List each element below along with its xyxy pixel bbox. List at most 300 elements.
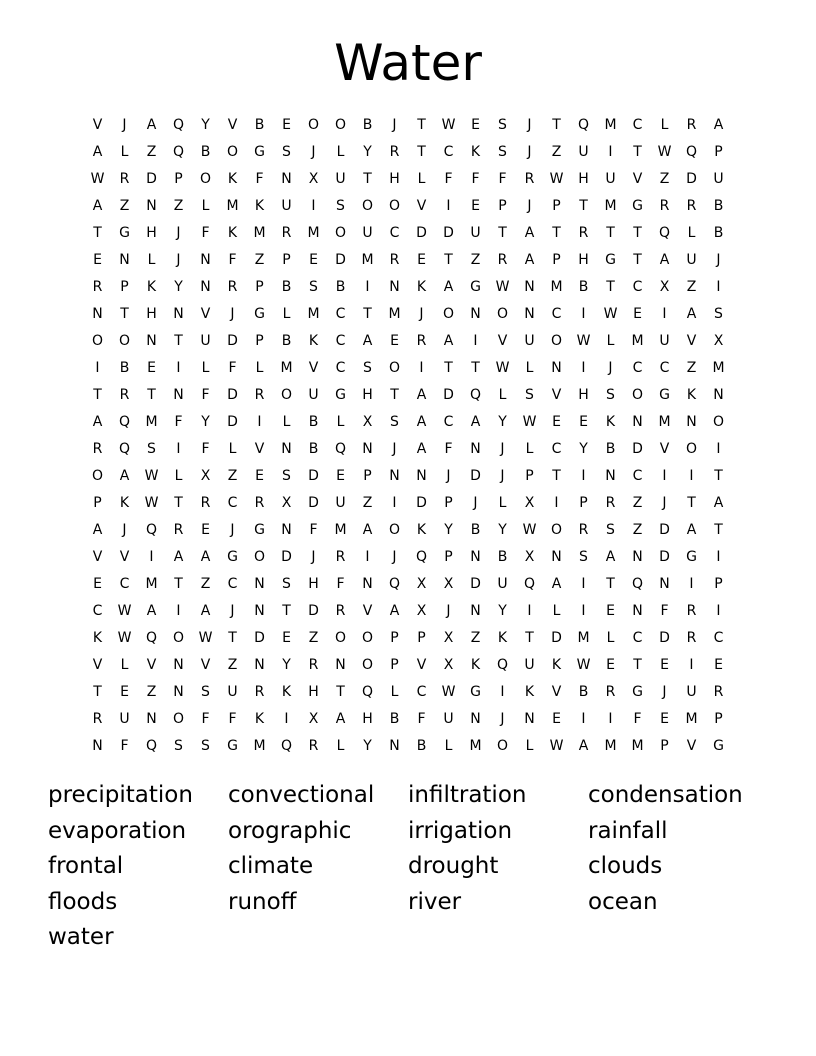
grid-cell: P bbox=[390, 630, 399, 646]
grid-cell: O bbox=[550, 522, 563, 538]
grid-cell: Z bbox=[146, 144, 157, 160]
grid-cell: U bbox=[686, 252, 697, 268]
grid-cell: R bbox=[119, 387, 130, 403]
grid-cell: E bbox=[606, 603, 615, 619]
grid-cell: Z bbox=[470, 252, 481, 268]
grid-cell: K bbox=[524, 684, 535, 700]
grid-cell: N bbox=[146, 198, 157, 214]
grid-cell: R bbox=[119, 171, 130, 187]
grid-cell: T bbox=[282, 603, 291, 619]
grid-cell: O bbox=[631, 387, 644, 403]
grid-cell: O bbox=[91, 468, 104, 484]
grid-cell: W bbox=[549, 738, 564, 754]
grid-cell: V bbox=[416, 198, 427, 214]
grid-cell: O bbox=[199, 171, 212, 187]
grid-cell: R bbox=[308, 738, 319, 754]
grid-cell: T bbox=[93, 387, 102, 403]
grid-cell: Q bbox=[172, 117, 185, 133]
grid-cell: S bbox=[714, 306, 723, 322]
grid-cell: B bbox=[578, 684, 589, 700]
grid-cell: R bbox=[173, 522, 184, 538]
grid-cell: U bbox=[200, 333, 211, 349]
grid-cell: A bbox=[713, 117, 724, 133]
grid-cell: F bbox=[444, 171, 453, 187]
grid-cell: H bbox=[578, 171, 589, 187]
grid-cell: A bbox=[146, 117, 157, 133]
word-list-item: river bbox=[408, 888, 462, 915]
grid-cell: J bbox=[608, 360, 613, 376]
grid-cell: Q bbox=[523, 576, 536, 592]
grid-cell: J bbox=[473, 495, 478, 511]
grid-cell: W bbox=[117, 630, 132, 646]
grid-cell: J bbox=[311, 144, 316, 160]
grid-cell: J bbox=[446, 468, 451, 484]
grid-cell: C bbox=[443, 414, 454, 430]
word-list-item: frontal bbox=[48, 853, 124, 879]
grid-cell: Y bbox=[498, 414, 507, 430]
grid-cell: W bbox=[90, 171, 105, 187]
grid-cell: Y bbox=[498, 603, 507, 619]
grid-cell: U bbox=[443, 711, 454, 727]
grid-cell: R bbox=[416, 333, 427, 349]
grid-cell: M bbox=[253, 738, 266, 754]
word-list-item: drought bbox=[408, 853, 499, 879]
grid-cell: K bbox=[281, 684, 292, 700]
grid-cell: T bbox=[417, 117, 426, 133]
word-list-item: condensation bbox=[588, 782, 743, 808]
grid-cell: C bbox=[632, 117, 643, 133]
grid-cell: F bbox=[417, 711, 426, 727]
grid-cell: M bbox=[685, 711, 698, 727]
grid-cell: I bbox=[284, 711, 289, 727]
word-list-item: evaporation bbox=[48, 817, 187, 844]
grid-cell: W bbox=[144, 468, 159, 484]
grid-cell: C bbox=[713, 630, 724, 646]
grid-cell: A bbox=[362, 333, 373, 349]
grid-cell: I bbox=[716, 279, 721, 295]
grid-cell: B bbox=[470, 522, 481, 538]
grid-cell: C bbox=[632, 279, 643, 295]
grid-cell: K bbox=[605, 414, 616, 430]
grid-row bbox=[84, 652, 734, 679]
grid-cell: W bbox=[603, 306, 618, 322]
grid-cell: F bbox=[201, 387, 210, 403]
grid-cell: R bbox=[713, 684, 724, 700]
grid-cell: D bbox=[443, 387, 454, 403]
grid-cell: G bbox=[227, 549, 238, 565]
grid-cell: I bbox=[608, 711, 613, 727]
grid-cell: Q bbox=[658, 225, 671, 241]
grid-cell: E bbox=[336, 468, 345, 484]
grid-cell: M bbox=[145, 414, 158, 430]
grid-cell: O bbox=[442, 306, 455, 322]
grid-cell: P bbox=[417, 630, 426, 646]
grid-cell: N bbox=[605, 468, 616, 484]
grid-cell: U bbox=[524, 657, 535, 673]
grid-cell: C bbox=[551, 441, 562, 457]
grid-cell: V bbox=[227, 117, 238, 133]
grid-cell: A bbox=[713, 495, 724, 511]
grid-cell: A bbox=[362, 522, 373, 538]
grid-cell: S bbox=[282, 576, 291, 592]
grid-cell: G bbox=[254, 144, 265, 160]
grid-cell: F bbox=[201, 225, 210, 241]
grid-cell: S bbox=[174, 738, 183, 754]
grid-cell: J bbox=[527, 117, 532, 133]
grid-cell: O bbox=[172, 630, 185, 646]
grid-cell: N bbox=[335, 657, 346, 673]
grid-cell: S bbox=[498, 144, 507, 160]
grid-cell: L bbox=[201, 360, 210, 376]
grid-cell: Z bbox=[173, 198, 184, 214]
grid-cell: I bbox=[446, 198, 451, 214]
grid-cell: D bbox=[416, 225, 427, 241]
grid-row bbox=[84, 112, 734, 139]
grid-cell: F bbox=[174, 414, 183, 430]
grid-cell: U bbox=[605, 171, 616, 187]
grid-cell: N bbox=[281, 441, 292, 457]
grid-cell: I bbox=[581, 468, 586, 484]
grid-cell: L bbox=[606, 630, 615, 646]
grid-cell: J bbox=[527, 144, 532, 160]
grid-cell: H bbox=[146, 225, 157, 241]
grid-cell: J bbox=[662, 684, 667, 700]
grid-cell: O bbox=[388, 198, 401, 214]
grid-cell: I bbox=[689, 576, 694, 592]
grid-cell: Q bbox=[388, 576, 401, 592]
grid-cell: P bbox=[714, 576, 723, 592]
grid-cell: Z bbox=[254, 252, 265, 268]
grid-cell: R bbox=[308, 657, 319, 673]
grid-cell: C bbox=[227, 495, 238, 511]
grid-cell: C bbox=[659, 360, 670, 376]
grid-cell: Z bbox=[227, 468, 238, 484]
grid-cell: V bbox=[551, 387, 562, 403]
grid-cell: V bbox=[254, 441, 265, 457]
grid-cell: S bbox=[201, 738, 210, 754]
grid-cell: M bbox=[631, 738, 644, 754]
grid-cell: A bbox=[416, 387, 427, 403]
grid-cell: W bbox=[117, 603, 132, 619]
grid-row bbox=[84, 382, 734, 409]
grid-cell: K bbox=[497, 630, 508, 646]
grid-cell: X bbox=[659, 279, 670, 295]
grid-cell: Q bbox=[631, 576, 644, 592]
grid-cell: J bbox=[500, 468, 505, 484]
grid-cell: A bbox=[146, 603, 157, 619]
grid-cell: J bbox=[311, 549, 316, 565]
grid-cell: U bbox=[227, 684, 238, 700]
grid-cell: E bbox=[120, 684, 129, 700]
grid-cell: S bbox=[606, 387, 615, 403]
grid-cell: V bbox=[659, 441, 670, 457]
grid-cell: J bbox=[230, 603, 235, 619]
grid-cell: G bbox=[470, 279, 481, 295]
grid-cell: D bbox=[470, 576, 481, 592]
grid-cell: W bbox=[495, 279, 510, 295]
grid-cell: Y bbox=[363, 144, 372, 160]
grid-cell: T bbox=[417, 144, 426, 160]
grid-cell: B bbox=[497, 549, 508, 565]
grid-cell: H bbox=[362, 387, 373, 403]
grid-cell: L bbox=[660, 117, 669, 133]
grid-cell: I bbox=[716, 441, 721, 457]
grid-cell: A bbox=[200, 603, 211, 619]
grid-cell: L bbox=[147, 252, 156, 268]
grid-cell: D bbox=[551, 630, 562, 646]
grid-cell: B bbox=[119, 360, 130, 376]
grid-cell: Z bbox=[146, 684, 157, 700]
grid-cell: B bbox=[362, 117, 373, 133]
grid-cell: J bbox=[392, 549, 397, 565]
grid-cell: M bbox=[577, 630, 590, 646]
grid-cell: M bbox=[226, 198, 239, 214]
grid-cell: F bbox=[471, 171, 480, 187]
grid-cell: U bbox=[713, 171, 724, 187]
grid-cell: T bbox=[606, 225, 615, 241]
grid-cell: B bbox=[713, 198, 724, 214]
grid-cell: R bbox=[281, 225, 292, 241]
grid-cell: L bbox=[255, 360, 264, 376]
grid-cell: Q bbox=[145, 522, 158, 538]
grid-cell: T bbox=[633, 225, 642, 241]
grid-cell: D bbox=[227, 387, 238, 403]
grid-cell: R bbox=[605, 684, 616, 700]
grid-cell: Q bbox=[334, 441, 347, 457]
grid-cell: U bbox=[119, 711, 130, 727]
grid-cell: T bbox=[714, 468, 723, 484]
grid-cell: B bbox=[605, 441, 616, 457]
grid-cell: D bbox=[470, 468, 481, 484]
grid-cell: C bbox=[335, 333, 346, 349]
grid-cell: P bbox=[444, 549, 453, 565]
grid-cell: R bbox=[686, 603, 697, 619]
grid-cell: S bbox=[147, 441, 156, 457]
grid-cell: V bbox=[362, 603, 373, 619]
grid-cell: I bbox=[581, 306, 586, 322]
grid-cell: Q bbox=[145, 630, 158, 646]
grid-cell: P bbox=[714, 144, 723, 160]
grid-cell: I bbox=[689, 657, 694, 673]
grid-row bbox=[84, 463, 734, 490]
grid-cell: A bbox=[119, 468, 130, 484]
grid-cell: W bbox=[522, 522, 537, 538]
grid-cell: F bbox=[120, 738, 129, 754]
grid-cell: O bbox=[685, 441, 698, 457]
grid-cell: N bbox=[200, 252, 211, 268]
grid-cell: W bbox=[576, 657, 591, 673]
grid-cell: P bbox=[174, 171, 183, 187]
grid-cell: V bbox=[686, 333, 697, 349]
grid-cell: P bbox=[498, 198, 507, 214]
grid-cell: R bbox=[578, 225, 589, 241]
grid-row bbox=[84, 517, 734, 544]
grid-cell: B bbox=[713, 225, 724, 241]
grid-cell: C bbox=[551, 306, 562, 322]
grid-cell: A bbox=[659, 252, 670, 268]
grid-cell: N bbox=[470, 441, 481, 457]
grid-cell: E bbox=[471, 198, 480, 214]
grid-cell: D bbox=[659, 549, 670, 565]
grid-cell: L bbox=[687, 225, 696, 241]
grid-cell: E bbox=[282, 630, 291, 646]
word-list-item: rainfall bbox=[588, 817, 668, 844]
grid-cell: L bbox=[282, 414, 291, 430]
grid-cell: Q bbox=[361, 684, 374, 700]
grid-cell: U bbox=[362, 225, 373, 241]
grid-cell: C bbox=[416, 684, 427, 700]
grid-cell: M bbox=[604, 738, 617, 754]
grid-cell: R bbox=[605, 495, 616, 511]
grid-cell: T bbox=[93, 225, 102, 241]
grid-cell: K bbox=[686, 387, 697, 403]
grid-cell: P bbox=[282, 252, 291, 268]
grid-cell: B bbox=[281, 333, 292, 349]
grid-cell: S bbox=[525, 387, 534, 403]
grid-cell: M bbox=[631, 333, 644, 349]
grid-cell: I bbox=[689, 468, 694, 484]
grid-cell: A bbox=[551, 576, 562, 592]
grid-cell: G bbox=[254, 306, 265, 322]
grid-cell: A bbox=[524, 225, 535, 241]
grid-cell: N bbox=[281, 522, 292, 538]
grid-cell: Y bbox=[282, 657, 291, 673]
grid-cell: S bbox=[201, 684, 210, 700]
grid-cell: I bbox=[176, 360, 181, 376]
grid-cell: S bbox=[336, 198, 345, 214]
grid-cell: I bbox=[311, 198, 316, 214]
grid-cell: E bbox=[606, 657, 615, 673]
grid-cell: O bbox=[361, 630, 374, 646]
grid-cell: K bbox=[146, 279, 157, 295]
grid-cell: D bbox=[416, 495, 427, 511]
grid-row bbox=[84, 733, 734, 760]
grid-cell: V bbox=[119, 549, 130, 565]
grid-cell: I bbox=[392, 495, 397, 511]
grid-cell: K bbox=[227, 225, 238, 241]
grid-cell: P bbox=[444, 495, 453, 511]
grid-cell: J bbox=[716, 252, 721, 268]
grid-cell: I bbox=[149, 549, 154, 565]
grid-cell: I bbox=[419, 360, 424, 376]
grid-cell: X bbox=[443, 630, 454, 646]
grid-cell: N bbox=[632, 603, 643, 619]
grid-cell: Z bbox=[200, 576, 211, 592]
grid-cell: R bbox=[389, 252, 400, 268]
grid-cell: Y bbox=[579, 441, 588, 457]
grid-cell: A bbox=[443, 333, 454, 349]
grid-cell: I bbox=[365, 279, 370, 295]
grid-cell: U bbox=[335, 171, 346, 187]
grid-cell: G bbox=[605, 252, 616, 268]
word-list-item: convectional bbox=[228, 782, 375, 808]
grid-cell: G bbox=[254, 522, 265, 538]
grid-cell: J bbox=[446, 603, 451, 619]
grid-cell: F bbox=[228, 360, 237, 376]
word-list-item: infiltration bbox=[408, 782, 527, 808]
grid-cell: A bbox=[578, 738, 589, 754]
grid-cell: K bbox=[92, 630, 103, 646]
grid-row bbox=[84, 625, 734, 652]
grid-cell: D bbox=[146, 171, 157, 187]
grid-cell: O bbox=[496, 738, 509, 754]
grid-cell: L bbox=[201, 198, 210, 214]
grid-cell: J bbox=[500, 441, 505, 457]
grid-cell: Z bbox=[362, 495, 373, 511]
grid-cell: I bbox=[365, 549, 370, 565]
grid-cell: O bbox=[334, 117, 347, 133]
grid-cell: R bbox=[92, 441, 103, 457]
grid-cell: N bbox=[362, 441, 373, 457]
grid-cell: K bbox=[254, 198, 265, 214]
grid-cell: N bbox=[173, 657, 184, 673]
grid-cell: E bbox=[660, 711, 669, 727]
grid-cell: D bbox=[308, 495, 319, 511]
grid-cell: X bbox=[281, 495, 292, 511]
grid-cell: J bbox=[662, 495, 667, 511]
grid-cell: R bbox=[524, 171, 535, 187]
grid-cell: F bbox=[444, 441, 453, 457]
grid-cell: R bbox=[227, 279, 238, 295]
grid-row bbox=[84, 706, 734, 733]
word-list-item: climate bbox=[228, 853, 314, 879]
grid-cell: K bbox=[227, 171, 238, 187]
grid-cell: L bbox=[120, 144, 129, 160]
grid-cell: P bbox=[93, 495, 102, 511]
grid-cell: T bbox=[471, 360, 480, 376]
grid-cell: T bbox=[633, 657, 642, 673]
grid-cell: I bbox=[95, 360, 100, 376]
grid-cell: M bbox=[712, 360, 725, 376]
grid-cell: K bbox=[416, 279, 427, 295]
grid-cell: I bbox=[527, 603, 532, 619]
grid-cell: T bbox=[363, 171, 372, 187]
grid-cell: W bbox=[657, 144, 672, 160]
grid-row bbox=[84, 436, 734, 463]
grid-cell: L bbox=[390, 684, 399, 700]
grid-cell: H bbox=[362, 711, 373, 727]
grid-cell: Z bbox=[119, 198, 130, 214]
grid-cell: D bbox=[227, 414, 238, 430]
grid-cell: B bbox=[335, 279, 346, 295]
grid-cell: M bbox=[253, 225, 266, 241]
grid-cell: M bbox=[469, 738, 482, 754]
grid-cell: O bbox=[712, 414, 725, 430]
grid-cell: N bbox=[362, 576, 373, 592]
grid-cell: E bbox=[633, 306, 642, 322]
grid-cell: U bbox=[335, 495, 346, 511]
grid-cell: N bbox=[470, 711, 481, 727]
grid-cell: J bbox=[176, 225, 181, 241]
grid-cell: W bbox=[441, 684, 456, 700]
grid-cell: L bbox=[498, 387, 507, 403]
grid-cell: V bbox=[200, 657, 211, 673]
grid-cell: V bbox=[92, 657, 103, 673]
grid-cell: U bbox=[470, 225, 481, 241]
grid-cell: A bbox=[524, 252, 535, 268]
grid-cell: I bbox=[581, 711, 586, 727]
grid-cell: X bbox=[713, 333, 724, 349]
grid-cell: N bbox=[524, 306, 535, 322]
grid-row bbox=[84, 301, 734, 328]
grid-cell: R bbox=[686, 198, 697, 214]
grid-row bbox=[84, 220, 734, 247]
grid-cell: O bbox=[334, 225, 347, 241]
grid-cell: P bbox=[525, 468, 534, 484]
grid-cell: S bbox=[282, 468, 291, 484]
word-list-item: floods bbox=[48, 888, 118, 915]
grid-cell: L bbox=[336, 144, 345, 160]
